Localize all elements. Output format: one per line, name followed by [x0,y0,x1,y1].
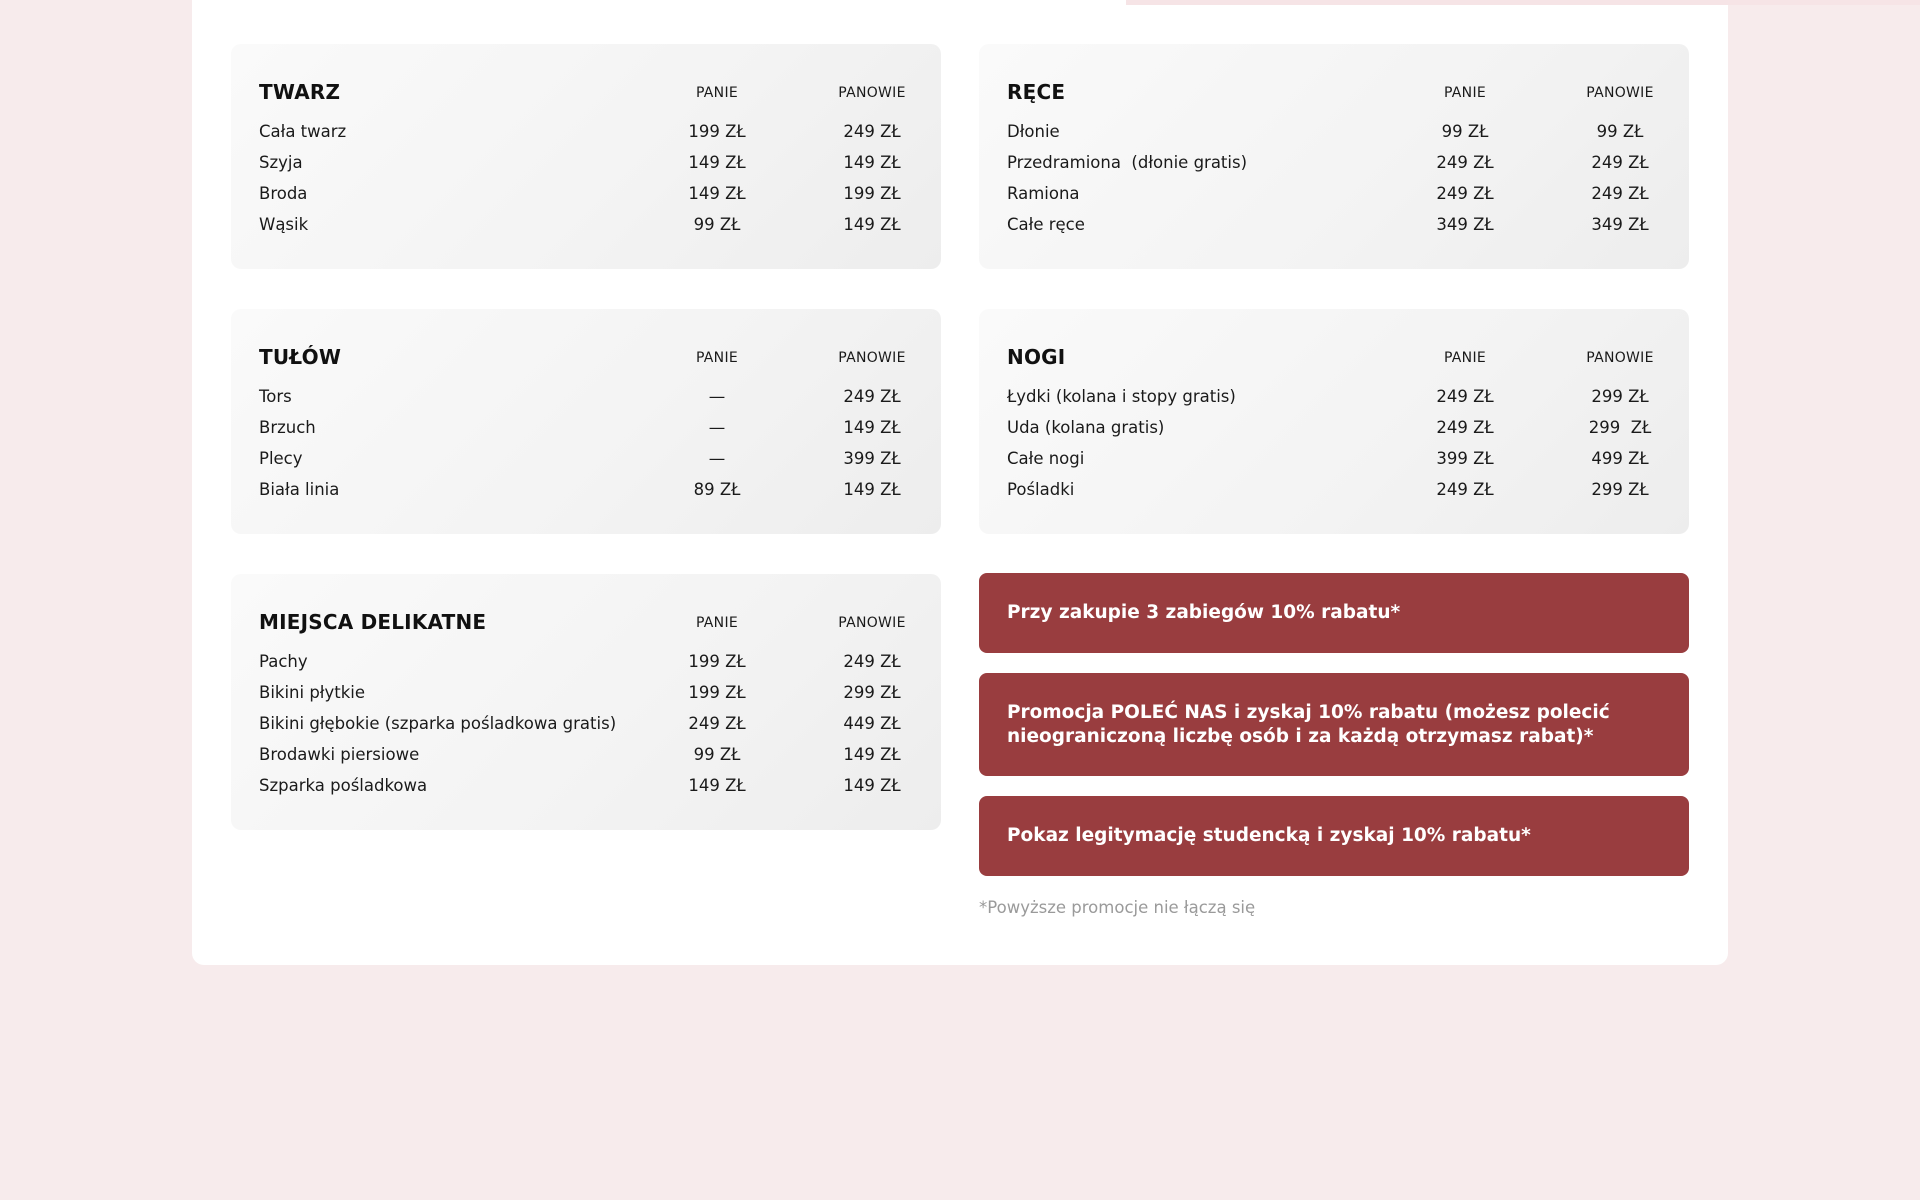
treatment-name: Wąsik [259,215,309,234]
price-women: 199 ZŁ [688,683,746,702]
treatment-name: Całe ręce [1007,215,1085,234]
treatment-name: Brzuch [259,418,316,437]
panel-title: MIEJSCA DELIKATNE [259,610,487,634]
price-men: 149 ZŁ [843,776,901,795]
price-women: 349 ZŁ [1436,215,1494,234]
treatment-name: Tors [259,387,292,406]
price-women: 249 ZŁ [688,714,746,733]
price-row [1007,381,1661,412]
price-men: 449 ZŁ [843,714,901,733]
treatment-name: Całe nogi [1007,449,1085,468]
price-row [259,770,913,801]
price-men: 149 ZŁ [843,480,901,499]
treatment-name: Uda (kolana gratis) [1007,418,1165,437]
price-men: 499 ZŁ [1591,449,1649,468]
panel-twarz [231,44,941,269]
price-men: 199 ZŁ [843,184,901,203]
panel-miejsca-delikatne [231,574,941,830]
price-men: 249 ZŁ [1591,184,1649,203]
panel-title: TWARZ [259,80,341,104]
col-header-men: PANOWIE [1586,350,1654,366]
col-header-men: PANOWIE [838,85,906,101]
price-row [259,443,913,474]
promo-banner-referral [979,673,1689,776]
price-women: 199 ZŁ [688,122,746,141]
panel-title: NOGI [1007,345,1066,369]
treatment-name: Szyja [259,153,303,172]
price-row [259,178,913,209]
price-women: 399 ZŁ [1436,449,1494,468]
top-tab-strip [1126,0,1920,5]
price-men: 149 ZŁ [843,153,901,172]
price-women: — [708,387,726,406]
treatment-name: Pośladki [1007,480,1075,499]
price-women: — [708,418,726,437]
price-women: 99 ZŁ [1441,122,1489,141]
price-row [259,412,913,443]
promo-banner-student [979,796,1689,876]
price-women: 99 ZŁ [693,745,741,764]
col-header-women: PANIE [695,350,739,366]
price-men: 299 ZŁ [1591,480,1649,499]
treatment-name: Bikini płytkie [259,683,366,702]
price-row [259,147,913,178]
price-row [259,381,913,412]
price-row [259,739,913,770]
price-women: 99 ZŁ [693,215,741,234]
panel-nogi [979,309,1689,534]
price-women: 89 ZŁ [693,480,741,499]
promo-banner-three-treatments [979,573,1689,653]
col-header-women: PANIE [695,615,739,631]
price-row [259,474,913,505]
panel-rece [979,44,1689,269]
treatment-name: Dłonie [1007,122,1060,141]
treatment-name: Plecy [259,449,303,468]
treatment-name: Brodawki piersiowe [259,745,420,764]
panel-title: TUŁÓW [259,345,342,369]
price-row [1007,209,1661,240]
treatment-name: Ramiona [1007,184,1080,203]
price-row [259,677,913,708]
price-men: 349 ZŁ [1591,215,1649,234]
col-header-women: PANIE [695,85,739,101]
price-men: 399 ZŁ [843,449,901,468]
promo-footnote: *Powyższe promocje nie łączą się [979,898,1256,917]
price-row [259,646,913,677]
price-men: 249 ZŁ [1591,153,1649,172]
price-men: 249 ZŁ [843,122,901,141]
price-men: 149 ZŁ [843,418,901,437]
price-row [1007,178,1661,209]
panel-tulow [231,309,941,534]
promo-text: Promocja POLEĆ NAS i zyskaj 10% rabatu (możesz polecić nieograniczoną liczbę osób i za każdą otrzymasz rabat)* [1007,701,1610,747]
price-men: 299 ZŁ [843,683,901,702]
price-men: 299 ZŁ [1588,418,1652,437]
price-women: 149 ZŁ [688,184,746,203]
price-row [259,708,913,739]
price-row [259,209,913,240]
treatment-name: Szparka pośladkowa [259,776,428,795]
col-header-men: PANOWIE [1586,85,1654,101]
treatment-name: Przedramiona (dłonie gratis) [1007,153,1248,172]
treatment-name: Cała twarz [259,122,347,141]
treatment-name: Biała linia [259,480,340,499]
price-men: 149 ZŁ [843,215,901,234]
price-men: 249 ZŁ [843,387,901,406]
price-men: 149 ZŁ [843,745,901,764]
col-header-men: PANOWIE [838,615,906,631]
price-men: 299 ZŁ [1591,387,1649,406]
col-header-women: PANIE [1443,85,1487,101]
panel-title: RĘCE [1007,80,1066,104]
treatment-name: Bikini głębokie (szparka pośladkowa gratis) [259,714,617,733]
promo-text: Przy zakupie 3 zabiegów 10% rabatu* [1007,602,1401,623]
col-header-men: PANOWIE [838,350,906,366]
price-men: 99 ZŁ [1596,122,1644,141]
price-women: 249 ZŁ [1436,480,1494,499]
price-men: 249 ZŁ [843,652,901,671]
price-row [1007,412,1661,443]
price-row [1007,474,1661,505]
price-women: 199 ZŁ [688,652,746,671]
price-women: 249 ZŁ [1436,184,1494,203]
price-row [1007,116,1661,147]
treatment-name: Łydki (kolana i stopy gratis) [1007,387,1236,406]
treatment-name: Pachy [259,652,308,671]
price-women: — [708,449,726,468]
price-women: 249 ZŁ [1436,418,1494,437]
price-women: 149 ZŁ [688,776,746,795]
treatment-name: Broda [259,184,308,203]
price-women: 249 ZŁ [1436,387,1494,406]
price-women: 149 ZŁ [688,153,746,172]
promo-text: Pokaz legitymację studencką i zyskaj 10% rabatu* [1007,825,1531,846]
col-header-women: PANIE [1443,350,1487,366]
price-row [1007,443,1661,474]
price-women: 249 ZŁ [1436,153,1494,172]
price-row [1007,147,1661,178]
price-row [259,116,913,147]
